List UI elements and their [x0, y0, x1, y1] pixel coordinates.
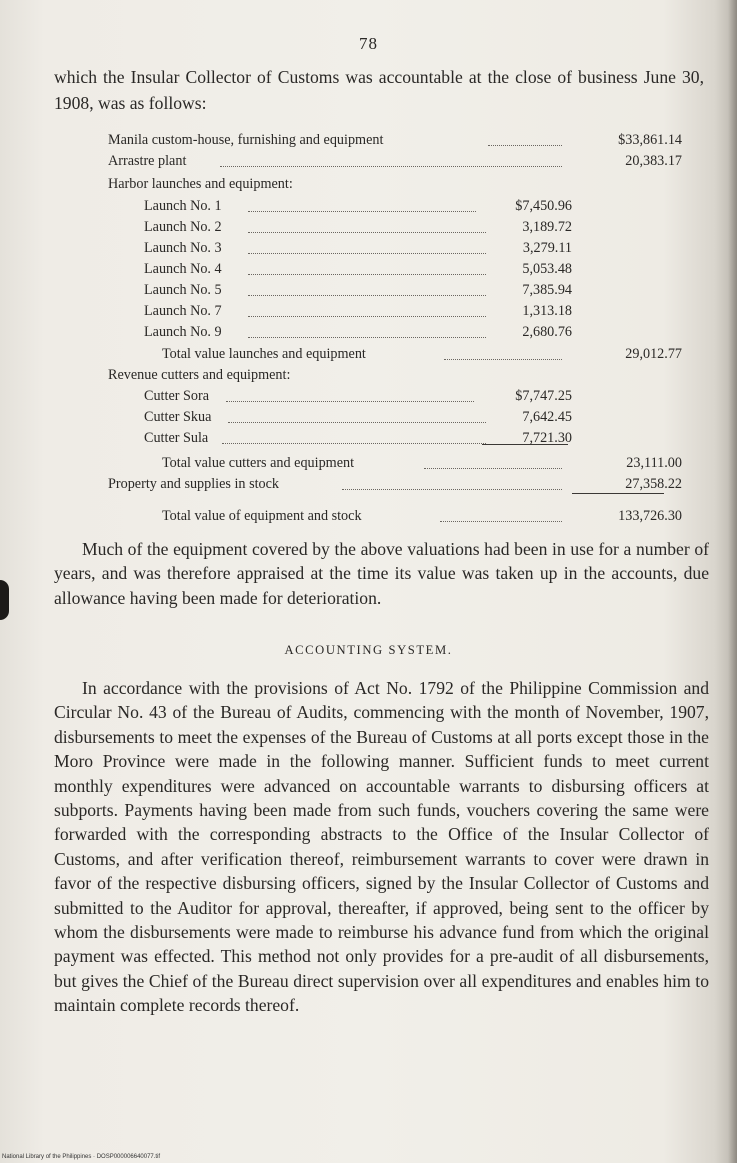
ledger-row-cutter — [0, 430, 737, 450]
dot-leader — [222, 443, 486, 444]
ledger-row-manila — [0, 132, 737, 152]
ledger-amount: 23,111.00 — [626, 455, 682, 471]
dot-leader — [248, 295, 486, 296]
ledger-row-launch — [0, 198, 737, 218]
dot-leader — [248, 337, 486, 338]
ledger-amount: 7,721.30 — [522, 430, 572, 446]
ledger-row-cutters-total — [0, 455, 737, 475]
ledger-label: Total value cutters and equipment — [162, 455, 355, 471]
ledger-label: Launch No. 3 — [144, 240, 222, 256]
intro-paragraph: which the Insular Collector of Customs was accountable at the close of business June 30, 1908, was as follows: — [54, 67, 704, 113]
ledger-amount: 7,385.94 — [522, 282, 572, 298]
paragraph-accounting — [54, 676, 709, 1018]
dot-leader — [248, 253, 486, 254]
dot-leader — [248, 211, 476, 212]
ledger-label: Total value launches and equipment — [162, 346, 366, 362]
ledger-label: Cutter Sula — [144, 430, 209, 446]
ledger-label: Cutter Sora — [144, 388, 210, 404]
dot-leader — [248, 232, 486, 233]
ledger-row-launch — [0, 219, 737, 239]
dot-leader — [440, 521, 562, 522]
ledger-row-launch — [0, 282, 737, 302]
ledger-heading-label: Harbor launches and equipment: — [108, 176, 293, 192]
ledger-label: Property and supplies in stock — [108, 476, 280, 492]
page-edge-shadow — [728, 0, 737, 1163]
ledger-row-launch — [0, 303, 737, 323]
ledger-row-grand-total — [0, 508, 737, 528]
dot-leader — [228, 422, 486, 423]
ledger-amount: 2,680.76 — [522, 324, 572, 340]
ledger-amount: 133,726.30 — [618, 508, 682, 524]
ledger-row-arrastre — [0, 153, 737, 173]
ledger-label: Arrastre plant — [108, 153, 187, 169]
ledger-heading-label: Revenue cutters and equipment: — [108, 367, 291, 383]
ledger-amount: 20,383.17 — [625, 153, 682, 169]
ledger-amount: 3,279.11 — [522, 240, 572, 256]
ledger-amount: $7,747.25 — [515, 388, 572, 404]
ledger-label: Launch No. 4 — [144, 261, 222, 277]
ledger-label: Cutter Skua — [144, 409, 212, 425]
section-heading: ACCOUNTING SYSTEM. — [284, 643, 453, 657]
paragraph-text: Much of the equipment covered by the above valuations had been in use for a number of years, and was therefore appraised at the time its value was taken up in the accounts, due allowance having been made for deterioration. — [54, 539, 709, 608]
dot-leader — [220, 166, 562, 167]
ledger-label: Launch No. 5 — [144, 282, 222, 298]
ledger-row-launches-total — [0, 346, 737, 366]
ledger-amount: 27,358.22 — [625, 476, 682, 492]
ledger-amount: 3,189.72 — [522, 219, 572, 235]
ledger-row-launch — [0, 324, 737, 344]
total-rule — [572, 493, 664, 494]
dot-leader — [226, 401, 474, 402]
ledger-amount: $33,861.14 — [618, 132, 682, 148]
ledger-heading-harbor — [0, 176, 737, 196]
paragraph-deterioration — [54, 537, 709, 610]
paragraph-text: In accordance with the provisions of Act No. 1792 of the Philippine Commission and Circular No. 43 of the Bureau of Audits, commencing with the month of November, 1907, disbursements to meet the expenses of the Bureau of Customs at all ports except those in the Moro Province were made in the following manner. Sufficient funds to meet current monthly expenditures were advanced on accountable warrants to disbursing officers at subports. Payments having been made from such funds, vouchers covering the same were forwarded with the corresponding abstracts to the Office of the Insular Collector of Customs, and after verification thereof, reimbursement warrants to cover were drawn in favor of the respective disbursing officers, signed by the Insular Collector of Customs and submitted to the Auditor for approval, thereafter, if approved, being sent to the officer by whom the disbursements were made to reimburse his advance fund from which the original payment was effected. This method not only provides for a pre-audit of all disbursements, but gives the Chief of the Bureau direct supervision over all expenditures and enables him to maintain complete records thereof. — [54, 678, 709, 1016]
ledger-amount: $7,450.96 — [515, 198, 572, 214]
subtotal-rule — [482, 444, 568, 445]
ledger-amount: 5,053.48 — [522, 261, 572, 277]
dot-leader — [444, 359, 562, 360]
ledger-label: Launch No. 1 — [144, 198, 222, 214]
ledger-label: Launch No. 7 — [144, 303, 222, 319]
ledger-amount: 1,313.18 — [522, 303, 572, 319]
ledger-amount: 29,012.77 — [625, 346, 682, 362]
ledger-row-launch — [0, 261, 737, 281]
dot-leader — [488, 145, 562, 146]
ledger-row-launch — [0, 240, 737, 260]
ledger-heading-cutters — [0, 367, 737, 387]
library-stamp: National Library of the Philippines · DOSP000006640077.tif — [2, 1154, 161, 1160]
dot-leader — [424, 468, 562, 469]
ledger-row-cutter — [0, 409, 737, 429]
dot-leader — [248, 274, 486, 275]
ledger-label: Total value of equipment and stock — [162, 508, 362, 524]
ledger-amount: 7,642.45 — [522, 409, 572, 425]
ledger-row-cutter — [0, 388, 737, 408]
binding-mark — [0, 580, 9, 620]
ledger-label: Launch No. 9 — [144, 324, 222, 340]
page-number: 78 — [359, 34, 378, 53]
dot-leader — [248, 316, 486, 317]
ledger-label: Manila custom-house, furnishing and equipment — [108, 132, 384, 148]
dot-leader — [342, 489, 562, 490]
ledger-label: Launch No. 2 — [144, 219, 222, 235]
